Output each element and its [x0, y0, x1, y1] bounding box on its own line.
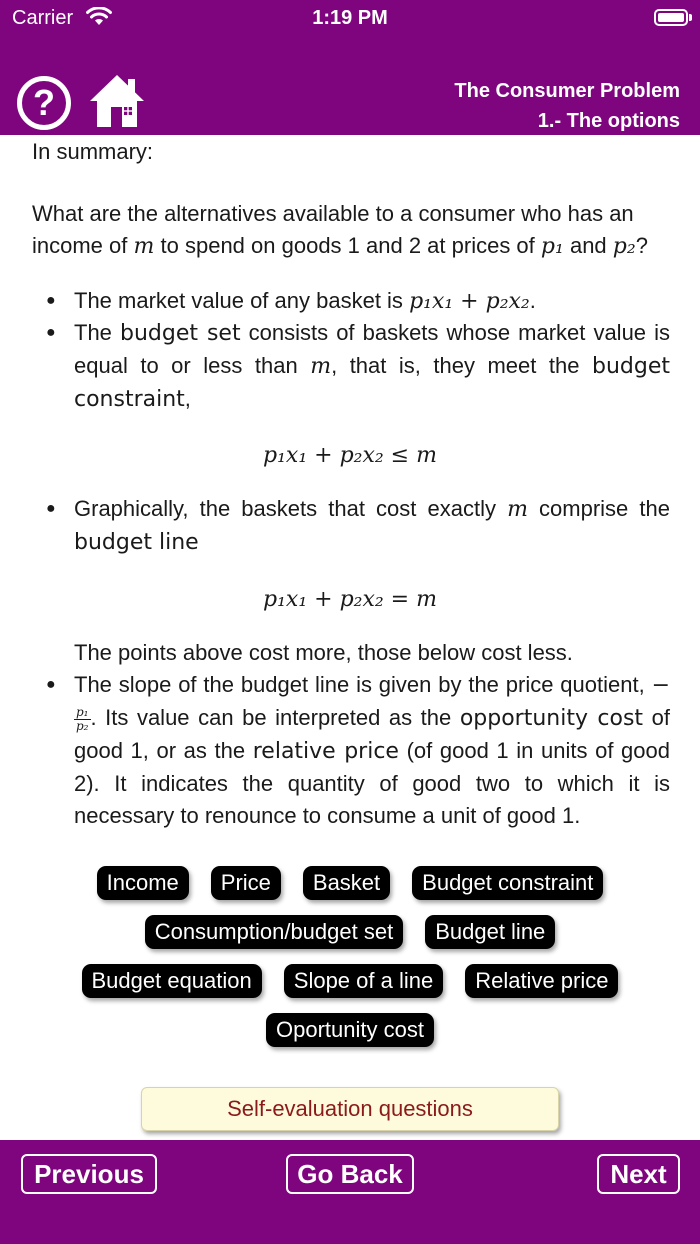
tag-income[interactable]: Income — [97, 866, 189, 900]
tag-price[interactable]: Price — [211, 866, 281, 900]
carrier-label: Carrier — [12, 7, 74, 29]
battery-tip — [689, 14, 692, 21]
home-icon[interactable] — [88, 71, 146, 129]
status-bar — [0, 0, 700, 40]
bottom-nav-bar — [0, 1140, 700, 1244]
question-paragraph: What are the alternatives available to a consumer who has an income of m to spend on goods 1 and 2 at prices of p₁ and p₂? — [32, 201, 648, 259]
go-back-button[interactable]: Go Back — [286, 1154, 414, 1194]
lesson-content — [0, 135, 700, 1140]
nav-bar — [0, 40, 700, 135]
tag-relative-price[interactable]: Relative price — [465, 964, 618, 998]
bullet-slope: ● The slope of the budget line is given by the price quotient, − $\frac{\text{p₁}}{\text{p₂}}$ . Its value can be interpreted as the opportunity cost of good 1, or as the relative price (of good 1 in units of good 2). It indicates the quantity of good two to which it is necessary to renounce to consume a unit of good 1. — [74, 669, 670, 832]
tag-consumption-budget-set[interactable]: Consumption/budget set — [145, 915, 404, 949]
price-quotient-fraction: $\frac{\text{p₁}}{\text{p₂}}$ — [76, 704, 89, 733]
tag-row — [0, 866, 700, 900]
tag-budget-line[interactable]: Budget line — [425, 915, 555, 949]
help-icon[interactable]: ? — [17, 76, 71, 130]
glossary-tags — [0, 866, 700, 1062]
clock: 1:19 PM — [312, 7, 388, 29]
tag-row — [0, 964, 700, 998]
bullet-budget-line: ● Graphically, the baskets that cost exactly m comprise the budget line — [74, 493, 670, 559]
tag-basket[interactable]: Basket — [303, 866, 390, 900]
tag-slope-of-a-line[interactable]: Slope of a line — [284, 964, 443, 998]
bullet-budget-set: ● The budget set consists of baskets whose market value is equal to or less than m, that is, they meet the budget constraint, — [74, 317, 670, 416]
self-evaluation-button[interactable]: Self-evaluation questions — [141, 1087, 559, 1131]
title-main: The Consumer Problem — [454, 80, 680, 102]
tag-budget-constraint[interactable]: Budget constraint — [412, 866, 603, 900]
previous-button[interactable]: Previous — [21, 1154, 157, 1194]
title-sub: 1.- The options — [537, 110, 680, 132]
budget-line-equation: p₁x₁ + p₂x₂ = m — [263, 587, 437, 612]
tag-row — [0, 1013, 700, 1047]
page-title — [454, 76, 680, 136]
tag-opportunity-cost[interactable]: Oportunity cost — [266, 1013, 434, 1047]
budget-line-note: The points above cost more, those below cost less. — [74, 640, 573, 665]
bullet-market-value: ● The market value of any basket is p₁x₁ + p₂x₂. — [74, 285, 670, 318]
tag-row — [0, 915, 700, 949]
tag-budget-equation[interactable]: Budget equation — [82, 964, 262, 998]
battery-icon — [654, 9, 688, 26]
budget-constraint-equation: p₁x₁ + p₂x₂ ≤ m — [263, 443, 437, 468]
summary-heading: In summary: — [32, 139, 154, 164]
next-button[interactable]: Next — [597, 1154, 680, 1194]
